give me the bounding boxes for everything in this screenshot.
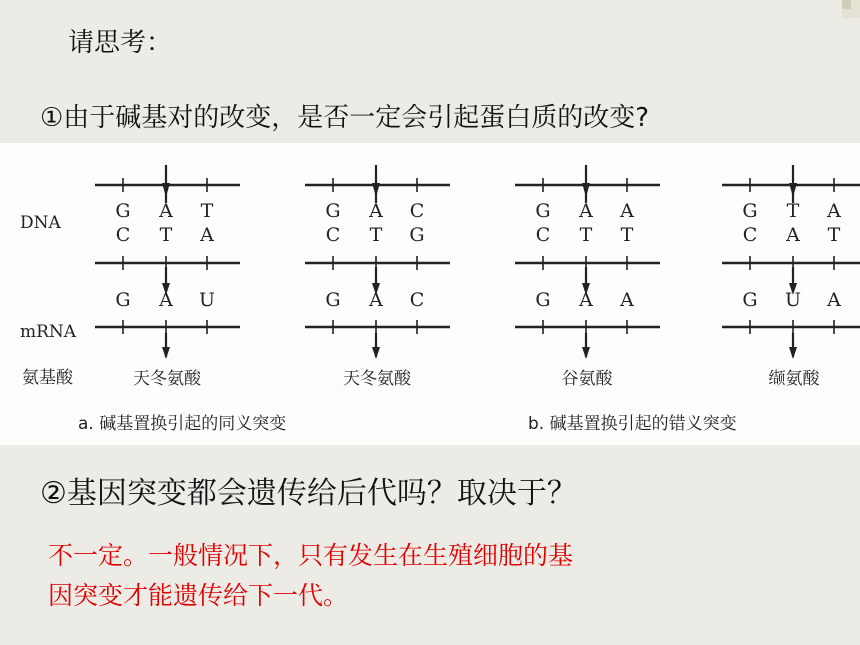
dna-bottom-base: A bbox=[786, 224, 800, 246]
answer-line-2: 因突变才能遗传给下一代。 bbox=[48, 581, 349, 610]
dna-bottom-base: T bbox=[827, 224, 841, 246]
amino-acid-name: 天冬氨酸 bbox=[133, 369, 201, 389]
dna-top-base: A bbox=[159, 200, 173, 222]
arrow-head bbox=[162, 347, 170, 359]
mrna-base: A bbox=[620, 289, 634, 311]
dna-bottom-base: C bbox=[742, 224, 758, 246]
dna-top-base: A bbox=[579, 200, 593, 222]
answer-line-1: 不一定。一般情况下，只有发生在生殖细胞的基 bbox=[48, 541, 574, 570]
arrow-head bbox=[789, 347, 797, 359]
dna-top-base: A bbox=[620, 200, 634, 222]
dna-bottom-base: A bbox=[200, 224, 214, 246]
answer-text bbox=[48, 536, 788, 616]
dna-top-base: T bbox=[200, 200, 214, 222]
amino-acid-name: 天冬氨酸 bbox=[343, 369, 411, 389]
amino-acid-label: 氨基酸 bbox=[22, 368, 73, 388]
dna-top-base: C bbox=[409, 200, 425, 222]
corner-decoration bbox=[842, 0, 860, 18]
arrow-head bbox=[372, 183, 380, 197]
question-1: ①由于碱基对的改变，是否一定会引起蛋白质的改变? bbox=[40, 103, 650, 133]
dna-top-base: G bbox=[325, 200, 341, 222]
dna-top-base: G bbox=[535, 200, 551, 222]
dna-top-base: G bbox=[115, 200, 131, 222]
amino-acid-name: 缬氨酸 bbox=[768, 369, 820, 389]
mrna-base: A bbox=[579, 289, 593, 311]
mrna-base: G bbox=[535, 289, 551, 311]
dna-bottom-base: C bbox=[115, 224, 131, 246]
mrna-base: A bbox=[369, 289, 383, 311]
mrna-base: C bbox=[409, 289, 425, 311]
dna-bottom-base: T bbox=[369, 224, 383, 246]
caption-b: b. 碱基置换引起的错义突变 bbox=[528, 414, 737, 434]
amino-acid-name: 谷氨酸 bbox=[561, 369, 613, 389]
dna-top-base: A bbox=[827, 200, 841, 222]
mrna-base: G bbox=[115, 289, 131, 311]
arrow-head bbox=[372, 347, 380, 359]
dna-label: DNA bbox=[20, 213, 61, 233]
dna-top-base: T bbox=[786, 200, 800, 222]
arrow-head bbox=[582, 183, 590, 197]
mrna-label: mRNA bbox=[20, 322, 77, 342]
dna-top-base: A bbox=[369, 200, 383, 222]
caption-a: a. 碱基置换引起的同义突变 bbox=[78, 414, 287, 434]
slide-heading: 请思考： bbox=[68, 28, 173, 58]
dna-bottom-base: T bbox=[620, 224, 634, 246]
arrow-head bbox=[582, 347, 590, 359]
mrna-base: A bbox=[827, 289, 841, 311]
diagram-panels bbox=[95, 165, 860, 389]
dna-bottom-base: C bbox=[535, 224, 551, 246]
dna-bottom-base: T bbox=[579, 224, 593, 246]
mrna-base: G bbox=[742, 289, 758, 311]
arrow-head bbox=[789, 183, 797, 197]
mutation-diagram bbox=[0, 143, 860, 445]
mutation-figure bbox=[0, 143, 860, 445]
dna-bottom-base: C bbox=[325, 224, 341, 246]
mrna-base: U bbox=[784, 289, 802, 311]
arrow-head bbox=[162, 183, 170, 197]
question-2: ②基因突变都会遗传给后代吗？取决于？ bbox=[40, 476, 577, 511]
mrna-base: A bbox=[159, 289, 173, 311]
mrna-base: G bbox=[325, 289, 341, 311]
dna-bottom-base: T bbox=[159, 224, 173, 246]
dna-top-base: G bbox=[742, 200, 758, 222]
dna-bottom-base: G bbox=[409, 224, 425, 246]
mrna-base: U bbox=[198, 289, 216, 311]
